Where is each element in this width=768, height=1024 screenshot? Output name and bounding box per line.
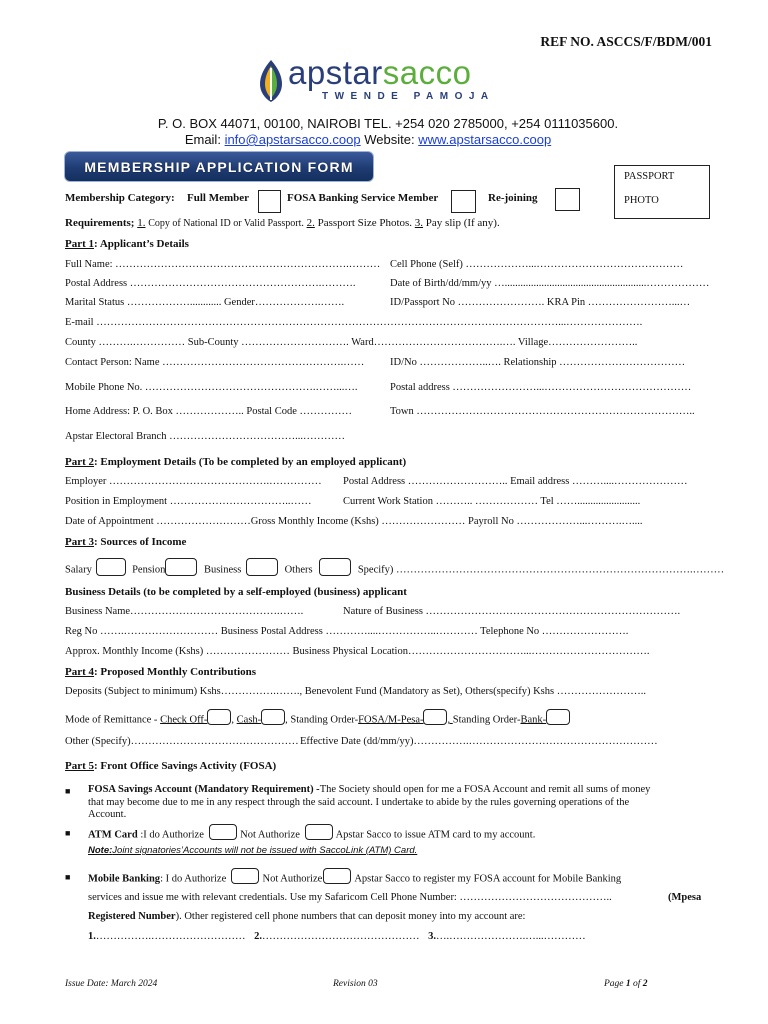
full-member-checkbox[interactable]: [258, 190, 281, 213]
bullet-icon: ■: [65, 872, 71, 882]
business-nature-field[interactable]: Nature of Business ……………………………………………………………….: [343, 606, 681, 617]
safaricom-number-field[interactable]: services and issue me with relevant credentials. Use my Safaricom Cell Phone Number: ……………………………………..: [88, 892, 612, 903]
website-link[interactable]: www.apstarsacco.coop: [418, 132, 552, 147]
contact-id-field[interactable]: ID/No ………………..…. Relationship ………………………………: [390, 357, 686, 368]
email-label: Email:: [184, 132, 221, 147]
part1-heading: Part 1: Applicant’s Details: [65, 238, 189, 250]
rejoining-checkbox[interactable]: [555, 188, 580, 211]
part5-heading: Part 5: Front Office Savings Activity (FOSA): [65, 760, 277, 772]
cell-phone-field[interactable]: Cell Phone (Self) ………………...……………………………………: [390, 259, 684, 270]
cash-checkbox[interactable]: [261, 709, 285, 725]
other-numbers-row[interactable]: 1.…………….……………………… 2.……………………………………… 3.….………………….…...…………: [88, 931, 586, 942]
contact-person-field[interactable]: Contact Person: Name …………………………………………….……: [65, 357, 365, 368]
location-field[interactable]: County ……….…………… Sub-County …………………………. Ward……………………………….…. Village……………………..: [65, 337, 638, 348]
fosa-savings-line2: that may become due to me in any respect through the said account. I undertake to abide by the rules governing operations of the: [88, 797, 630, 808]
fosa-member-label: FOSA Banking Service Member: [287, 192, 439, 204]
fosa-mpesa-checkbox[interactable]: [423, 709, 447, 725]
bank-checkbox[interactable]: [546, 709, 570, 725]
remittance-row: Mode of Remittance - Check Off- , Cash- , Standing Order-FOSA/M-Pesa- , Standing Order-Bank-: [65, 709, 570, 731]
business-income-field[interactable]: Approx. Monthly Income (Kshs) …………………… Business Physical Location……………………………...…………………………….: [65, 646, 650, 657]
passport-label: PASSPORT: [624, 171, 675, 182]
contact-line: [0, 132, 736, 147]
form-title-banner: MEMBERSHIP APPLICATION FORM: [64, 151, 374, 182]
mpesa-registered-line: Registered Number). Other registered cell phone numbers that can deposit money into my account are:: [88, 911, 526, 922]
employer-postal-email-field[interactable]: Postal Address ……………………….. Email address ………....…………………: [343, 476, 688, 487]
income-sources-row: Salary Pension Business Others Specify) ………………………………………………………………………….………: [65, 558, 724, 582]
town-field[interactable]: Town ……………………………………………………………………..: [390, 406, 695, 417]
fosa-savings-line3: Account.: [88, 809, 127, 820]
business-reg-field[interactable]: Reg No …….……………………… Business Postal Address …………....……………..………… Telephone No …………………….: [65, 626, 629, 637]
mobile-banking-row: Mobile Banking: I do Authorize Not Authorize Apstar Sacco to register my FOSA account for Mobile Banking: [88, 868, 621, 890]
email-link[interactable]: info@apstarsacco.coop: [224, 132, 361, 147]
business-checkbox[interactable]: [246, 558, 278, 576]
logo-sacco-text: sacco: [382, 54, 472, 91]
logo-apstar-text: apstar: [288, 54, 383, 91]
page-number: Page 1 of 2: [604, 979, 648, 989]
part3-heading: Part 3: Sources of Income: [65, 536, 187, 548]
marital-gender-field[interactable]: Marital Status ………………............ Gender……………….…….: [65, 297, 345, 308]
contact-postal-field[interactable]: Postal address ……………………...……………………………………: [390, 382, 692, 393]
mobile-phone-field[interactable]: Mobile Phone No. ………………………………………….……...….: [65, 382, 358, 393]
rejoining-label: Re-joining: [488, 192, 538, 204]
salary-checkbox[interactable]: [96, 558, 126, 576]
bullet-icon: ■: [65, 786, 71, 796]
business-heading: Business Details (to be completed by a self-employed (business) applicant: [65, 586, 407, 598]
sacco-logo: [254, 56, 524, 104]
atm-authorize-checkbox[interactable]: [209, 824, 237, 840]
id-kra-field[interactable]: ID/Passport No ……………………. KRA Pin ……………………...…: [390, 297, 691, 308]
atm-not-authorize-checkbox[interactable]: [305, 824, 333, 840]
business-name-field[interactable]: Business Name…………………………………….…….: [65, 606, 304, 617]
atm-note: Note:Joint signatories’Accounts will not be issued with SaccoLink (ATM) Card.: [88, 845, 418, 856]
membership-category-label: Membership Category:: [65, 192, 175, 204]
part4-heading: Part 4: Proposed Monthly Contributions: [65, 666, 257, 678]
home-address-field[interactable]: Home Address: P. O. Box ……………….. Postal Code ……………: [65, 406, 353, 417]
requirements-line: Requirements; 1. Copy of National ID or Valid Passport. 2. Passport Size Photos. 3. Pay slip (If any).: [65, 217, 500, 229]
employer-field[interactable]: Employer ……………………………………….……………: [65, 476, 322, 487]
fosa-member-checkbox[interactable]: [451, 190, 476, 213]
photo-label: PHOTO: [624, 195, 659, 206]
appointment-income-field[interactable]: Date of Appointment ………………………Gross Monthly Income (Kshs) …………………… Payroll No ………………...……….…....: [65, 516, 643, 527]
others-checkbox[interactable]: [319, 558, 351, 576]
full-member-label: Full Member: [187, 192, 250, 204]
postal-address-field[interactable]: Postal Address ……………………………………………….……….: [65, 278, 356, 289]
mobile-not-authorize-checkbox[interactable]: [323, 868, 351, 884]
email-field[interactable]: E-mail ……………………………………………………………………………………………………………………...………………….: [65, 317, 643, 328]
bullet-icon: ■: [65, 828, 71, 838]
deposits-field[interactable]: Deposits (Subject to minimum) Kshs…………….……., Benevolent Fund (Mandatory as Set), Others(specify) Kshs ……………………..: [65, 686, 646, 697]
website-label: Website:: [364, 132, 415, 147]
position-field[interactable]: Position in Employment ……………………………..……: [65, 496, 312, 507]
check-off-checkbox[interactable]: [207, 709, 231, 725]
logo-emblem-icon: [254, 58, 288, 104]
mobile-authorize-checkbox[interactable]: [231, 868, 259, 884]
pension-checkbox[interactable]: [165, 558, 197, 576]
work-station-field[interactable]: Current Work Station ……….. ……………… Tel ……........................: [343, 496, 641, 507]
passport-photo-box[interactable]: [614, 165, 710, 219]
date-of-birth-field[interactable]: Date of Birth/dd/mm/yy …......................................................………………: [390, 278, 710, 289]
issue-date: Issue Date: March 2024: [65, 979, 158, 989]
effective-date-field[interactable]: Effective Date (dd/mm/yy)…………….………………………………………………: [300, 736, 658, 747]
fosa-savings-line1: FOSA Savings Account (Mandatory Requirement) -The Society should open for me a FOSA Account and remit all sums of money: [88, 784, 651, 795]
electoral-branch-field[interactable]: Apstar Electoral Branch ………………………………...…………: [65, 431, 345, 442]
ref-number: REF NO. ASCCS/F/BDM/001: [540, 34, 712, 49]
logo-tagline: TWENDE PAMOJA: [322, 91, 495, 102]
mpesa-label: (Mpesa: [668, 892, 702, 903]
other-specify-field[interactable]: Other (Specify)…………………………………………: [65, 736, 299, 747]
revision: Revision 03: [333, 979, 378, 989]
part2-heading: Part 2: Employment Details (To be completed by an employed applicant): [65, 456, 407, 468]
atm-card-row: ATM Card :I do Authorize Not Authorize Apstar Sacco to issue ATM card to my account.: [88, 824, 535, 846]
full-name-field[interactable]: Full Name: ………………………………………………………….………: [65, 259, 381, 270]
address-line: P. O. BOX 44071, 00100, NAIROBI TEL. +254 020 2785000, +254 0111035600.: [157, 116, 619, 131]
